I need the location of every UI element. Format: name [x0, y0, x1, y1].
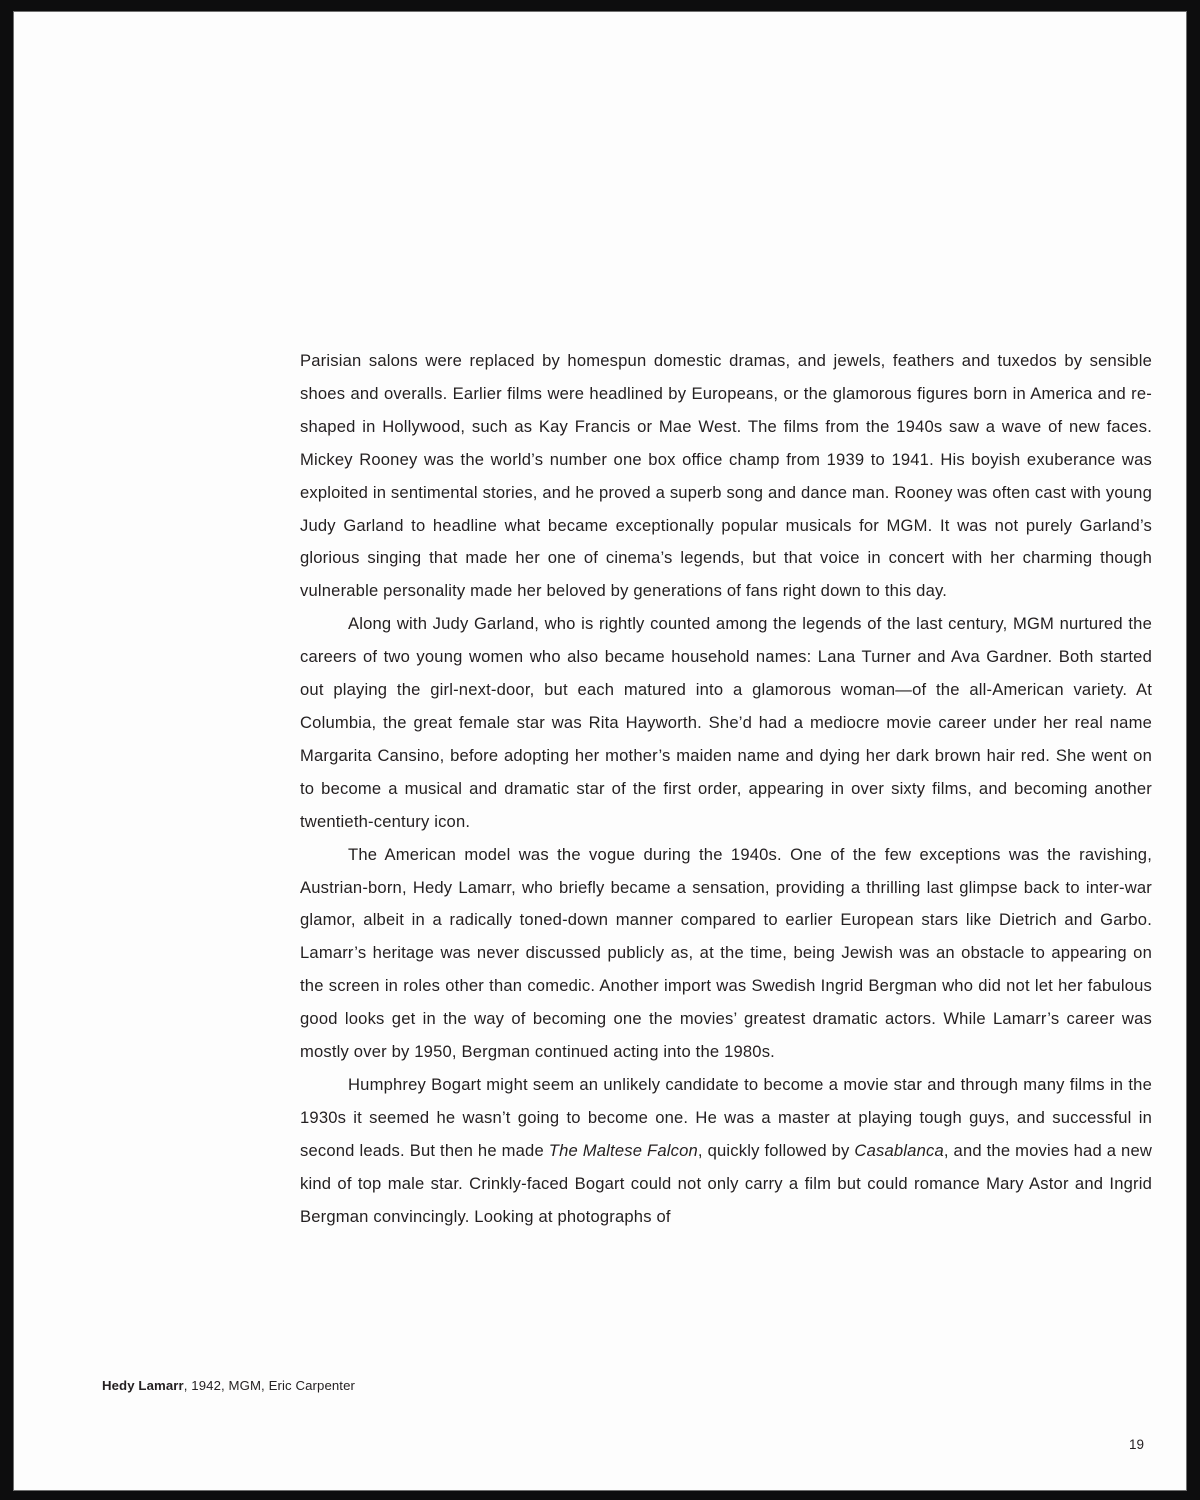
- body-text-column: [300, 345, 1152, 1233]
- italic-title: Casablanca: [854, 1140, 944, 1160]
- page-number: 19: [1128, 1437, 1144, 1452]
- paragraph-2: Along with Judy Garland, who is rightly counted among the legends of the last century, MGM nurtured the careers of two young women who also became household names: Lana Turner and Ava Gardner. Both started out playing the girl-next-door, but each matured into a glamorous woman—of the all-American variety. At Columbia, the great female star was Rita Hayworth. She’d had a mediocre movie career under her real name Margarita Cansino, before adopting her mother’s maiden name and dying her dark brown hair red. She went on to become a musical and dramatic star of the first order, appearing in over sixty films, and becoming another twentieth-century icon.: [300, 614, 1152, 831]
- figure-caption: [102, 1378, 355, 1393]
- paragraph-3: The American model was the vogue during the 1940s. One of the few exceptions was the ravishing, Austrian-born, Hedy Lamarr, who briefly became a sensation, providing a thrilling last glimpse back to inter-war glamor, albeit in a radically toned-down manner compared to earlier European stars like Dietrich and Garbo. Lamarr’s heritage was never discussed publicly as, at the time, being Jewish was an obstacle to appearing on the screen in roles other than comedic. Another import was Swedish Ingrid Bergman who did not let her fabulous good looks get in the way of becoming one the movies’ greatest dramatic actors. While Lamarr’s career was mostly over by 1950, Bergman continued acting into the 1980s.: [300, 844, 1152, 1062]
- paragraph-4: Humphrey Bogart might seem an unlikely candidate to become a movie star and through many films in the 1930s it seemed he wasn’t going to become one. He was a master at playing tough guys, and successful in second leads. But then he made The Maltese Falcon, quickly followed by Casablanca, and the movies had a new kind of top male star. Crinkly-faced Bogart could not only carry a film but could romance Mary Astor and Ingrid Bergman convincingly. Looking at photographs of: [300, 1074, 1153, 1226]
- figure-caption-details: , 1942, MGM, Eric Carpenter: [183, 1378, 355, 1393]
- paragraph-1: Parisian salons were replaced by homespun domestic dramas, and jewels, feathers and tuxedos by sensible shoes and overalls. Earlier films were headlined by Europeans, or the glamorous figures born in America and re-shaped in Hollywood, such as Kay Francis or Mae West. The films from the 1940s saw a wave of new faces. Mickey Rooney was the world’s number one box office champ from 1939 to 1941. His boyish exuberance was exploited in sentimental stories, and he proved a superb song and dance man. Rooney was often cast with young Judy Garland to headline what became exceptionally popular musicals for MGM. It was not purely Garland’s glorious singing that made her one of cinema’s legends, but that voice in concert with her charming though vulnerable personality made her beloved by generations of fans right down to this day.: [300, 351, 1152, 601]
- italic-title: The Maltese Falcon: [548, 1140, 698, 1160]
- figure-caption-title: Hedy Lamarr: [102, 1378, 184, 1393]
- page-content: [14, 12, 1186, 1490]
- document-page: [14, 12, 1186, 1490]
